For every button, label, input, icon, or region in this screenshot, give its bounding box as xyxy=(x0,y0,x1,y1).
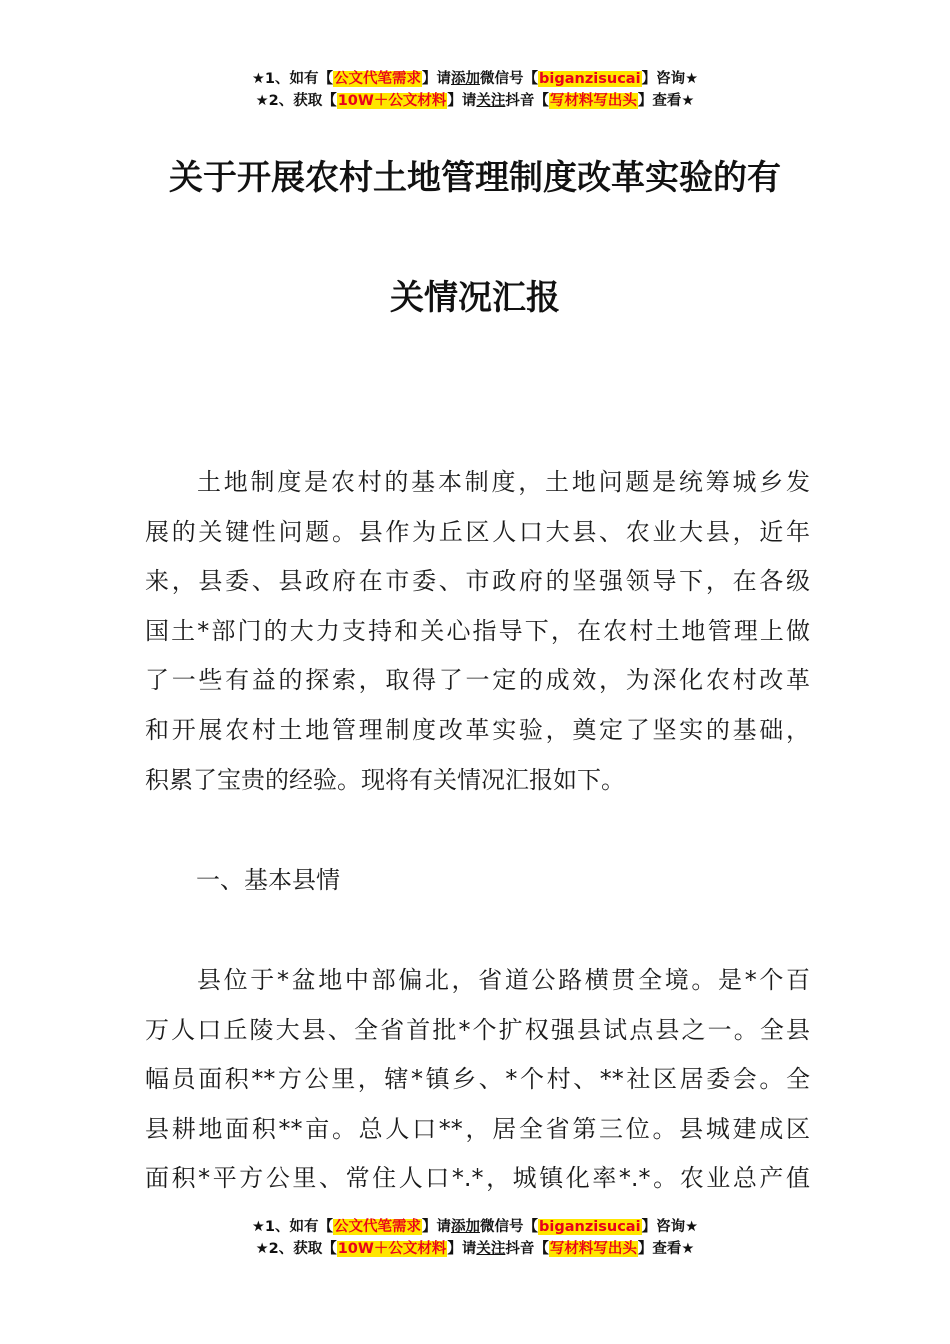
banner-line-2: ★2、获取【10W＋公文材料】请关注抖音【写材料写出头】查看★ xyxy=(255,1241,695,1257)
text-line: 面积*平方公里、常住人口*.*，城镇化率*.*。农业总产值 xyxy=(145,1164,810,1193)
text-line: 国土*部门的大力支持和关心指导下，在农村土地管理上做 xyxy=(145,616,810,645)
banner-highlight: 10W＋公文材料 xyxy=(337,93,447,109)
text-line: 幅员面积**方公里，辖*镇乡、*个村、**社区居委会。全 xyxy=(145,1065,810,1094)
text-line: 展的关键性问题。县作为丘区人口大县、农业大县，近年 xyxy=(145,517,810,546)
document-title-line-2: 关情况汇报 xyxy=(390,278,560,318)
banner-highlight: biganzisucai xyxy=(539,71,641,87)
banner-highlight: 写材料写出头 xyxy=(549,1241,637,1257)
banner-highlight: 10W＋公文材料 xyxy=(337,1241,447,1257)
paragraph-county-info xyxy=(145,956,810,1204)
banner-highlight: 写材料写出头 xyxy=(549,93,637,109)
section-heading: 一、基本县情 xyxy=(196,866,340,894)
banner-highlight: biganzisucai xyxy=(539,1219,641,1235)
text-line: 积累了宝贵的经验。现将有关情况汇报如下。 xyxy=(145,765,625,794)
banner-line-1: ★1、如有【公文代笔需求】请添加微信号【biganzisucai】咨询★ xyxy=(251,71,699,87)
document-title-line-1: 关于开展农村土地管理制度改革实验的有 xyxy=(169,158,781,198)
text-line: 和开展农村土地管理制度改革实验，奠定了坚实的基础， xyxy=(145,715,810,744)
text-line: 县耕地面积**亩。总人口**，居全省第三位。县城建成区 xyxy=(145,1114,810,1143)
text-line: 了一些有益的探索，取得了一定的成效，为深化农村改革 xyxy=(145,666,810,695)
text-line: 土地制度是农村的基本制度，土地问题是统筹城乡发 xyxy=(197,468,810,496)
banner-highlight: 公文代笔需求 xyxy=(334,71,422,87)
paragraph-intro xyxy=(145,458,810,805)
banner-line-2: ★2、获取【10W＋公文材料】请关注抖音【写材料写出头】查看★ xyxy=(255,93,695,109)
text-line: 来，县委、县政府在市委、市政府的坚强领导下，在各级 xyxy=(145,567,810,596)
text-line: 万人口丘陵大县、全省首批*个扩权强县试点县之一。全县 xyxy=(145,1015,810,1044)
banner-highlight: 公文代笔需求 xyxy=(334,1219,422,1235)
bottom-banner xyxy=(0,1216,950,1260)
top-banner xyxy=(0,68,950,112)
text-line: 县位于*盆地中部偏北，省道公路横贯全境。是*个百 xyxy=(197,966,810,994)
banner-line-1: ★1、如有【公文代笔需求】请添加微信号【biganzisucai】咨询★ xyxy=(251,1219,699,1235)
